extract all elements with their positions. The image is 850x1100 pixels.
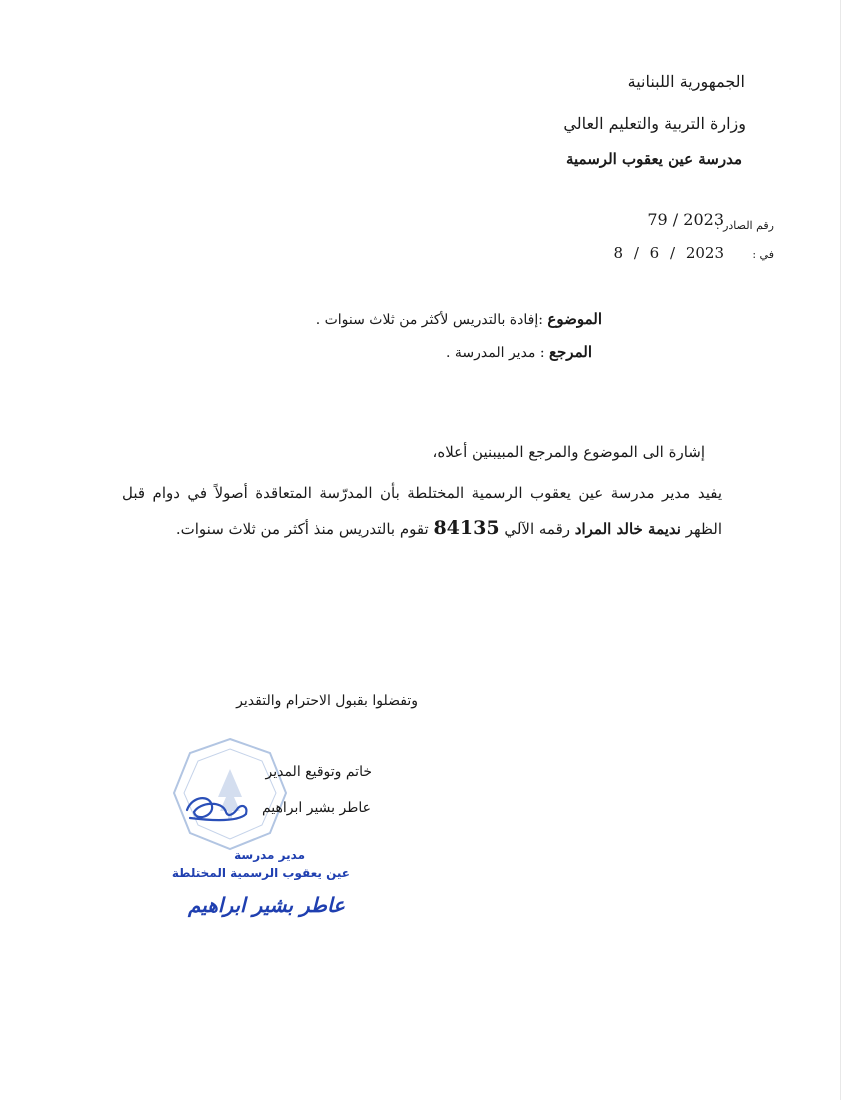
issue-number-label: رقم الصادر : <box>715 219 774 232</box>
reference-label: المرجع <box>549 343 592 361</box>
reference-line <box>446 343 592 361</box>
signatory-name: عاطر بشير ابراهيم <box>261 800 371 816</box>
handwritten-signature-icon <box>182 788 252 828</box>
teacher-number: 84135 <box>433 517 500 539</box>
subject-text: :إفادة بالتدريس لأكثر من ثلاث سنوات . <box>315 312 543 328</box>
body-paragraph <box>122 476 722 547</box>
stamp-line-name: عاطر بشير ابراهيم <box>188 893 345 917</box>
school-heading: مدرسة عين يعقوب الرسمية <box>565 150 742 168</box>
signature-title: خاتم وتوقيع المدير <box>265 764 372 780</box>
country-heading: الجمهورية اللبنانية <box>627 72 745 91</box>
body-text-part1: يفيد مدير مدرسة عين يعقوب الرسمية المختلطة بأن المدرّسة المتعاقدة أصولاً في دوام قبل الظهر <box>122 484 722 538</box>
date-value: 8 / 6 / 2023 <box>613 244 724 262</box>
subject-line <box>316 310 602 328</box>
issue-number-value: 79 / 2023 <box>647 210 724 229</box>
subject-label: الموضوع <box>547 310 602 328</box>
scan-edge-divider <box>840 0 841 1100</box>
date-label: في : <box>752 248 774 261</box>
closing-line: وتفضلوا بقبول الاحترام والتقدير <box>236 693 418 709</box>
stamp-line-title: مدير مدرسة <box>234 848 305 862</box>
body-text-part2: رقمه الآلي <box>499 520 575 538</box>
body-text-part3: تقوم بالتدريس منذ أكثر من ثلاث سنوات. <box>175 520 434 538</box>
reference-text: : مدير المدرسة . <box>446 345 545 361</box>
ministry-heading: وزارة التربية والتعليم العالي <box>563 114 746 133</box>
stamp-line-school: عين يعقوب الرسمية المختلطة <box>171 866 350 880</box>
teacher-name: نديمة خالد المراد <box>574 520 681 538</box>
intro-line: إشارة الى الموضوع والمرجع المبيبنين أعلاه، <box>432 443 705 461</box>
